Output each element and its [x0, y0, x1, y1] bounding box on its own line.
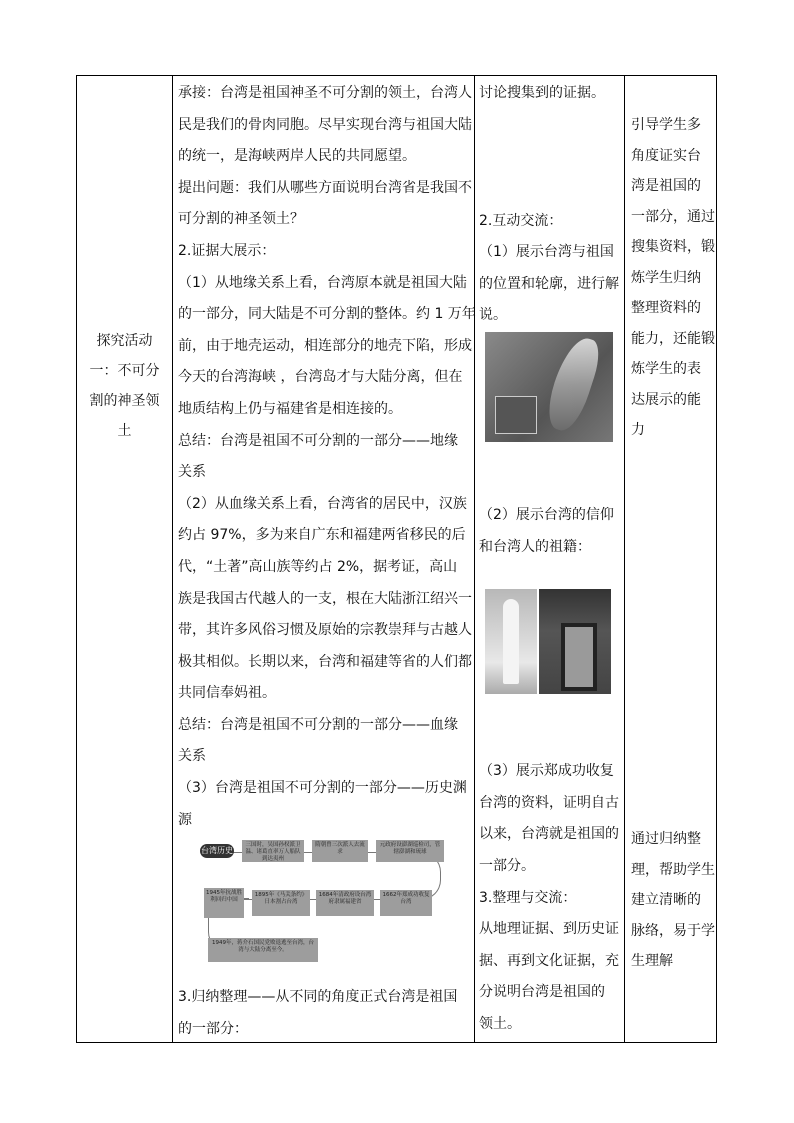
text-line: 说。 — [479, 307, 507, 324]
activity-name-line: 一：不可分 — [89, 363, 160, 379]
text-line: 一部分。 — [479, 857, 535, 874]
text-line: 提出问题：我们从哪些方面说明台湾省是我国不 — [178, 179, 472, 196]
text-line: 族是我国古代越人的一支，根在大陆浙江绍兴一 — [178, 590, 472, 607]
text-line: 今天的台湾海峡 ，台湾岛才与大陆分离，但在 — [178, 369, 463, 386]
timeline-event: 1895年《马关条约》日本割占台湾 — [252, 890, 310, 916]
text-line: （1）展示台湾与祖国 — [479, 244, 614, 261]
text-line: 台湾的资料，证明自古 — [479, 794, 619, 811]
timeline-event: 1945年抗战胜利回归中国 — [204, 888, 244, 918]
text-line: 生理解 — [631, 953, 673, 969]
text-line: 整理资料的 — [631, 300, 701, 316]
text-line: （3）台湾是祖国不可分割的一部分——历史渊 — [178, 780, 467, 797]
text-line: 以来，台湾就是祖国的 — [479, 826, 619, 843]
text-line: 民是我们的骨肉同胞。尽早实现台湾与祖国大陆 — [178, 116, 472, 133]
timeline-event: 1684年清政府设台湾府隶属福建省 — [316, 890, 374, 916]
lesson-table — [76, 75, 717, 1043]
text-line: 可分割的神圣领土？ — [178, 211, 304, 228]
activity-name-line: 割的神圣领 — [89, 393, 160, 409]
text-line: 的统一，是海峡两岸人民的共同愿望。 — [178, 148, 416, 165]
timeline-event: 1949年，蒋介石国民党败退逃至台湾，台湾与大陆分离至今。 — [208, 938, 318, 962]
text-line: 领土。 — [479, 1015, 521, 1032]
text-line: 2.互动交流： — [479, 212, 563, 229]
text-line: 的位置和轮廓，进行解 — [479, 275, 619, 292]
text-line: （2）展示台湾的信仰 — [479, 506, 614, 523]
text-line: 分说明台湾是祖国的 — [479, 984, 605, 1001]
text-line: 和台湾人的祖籍： — [479, 538, 591, 555]
text-line: 带，其许多风俗习惯及原始的宗教崇拜与古越人 — [178, 622, 472, 639]
teacher-activity-cell — [174, 76, 482, 1045]
text-line: 能力，还能锻 — [631, 330, 715, 347]
activity-name-line: 土 — [117, 423, 132, 439]
design-intent-top — [627, 110, 723, 446]
text-line: 3.归纳整理——从不同的角度正式台湾是祖国 — [178, 989, 458, 1006]
text-line: 代，“土著”高山族等约占 2%，据考证，高山 — [178, 558, 458, 575]
mazu-statue-photo — [485, 589, 537, 694]
text-line: 约占 97%，多为来自广东和福建两省移民的后 — [178, 527, 466, 544]
timeline-title: 台湾历史 — [200, 844, 234, 858]
column-divider — [172, 76, 173, 1042]
activity-name-cell — [77, 326, 172, 446]
text-line: 源 — [178, 811, 192, 828]
text-line: 理，帮助学生 — [631, 861, 715, 878]
temple-gate-photo — [539, 589, 611, 694]
text-line: （3）展示郑成功收复 — [479, 763, 614, 780]
text-line: 2.证据大展示： — [178, 242, 276, 259]
text-line: 建立清晰的 — [631, 892, 701, 908]
timeline-event: 1662年郑成功收复台湾 — [380, 890, 432, 916]
belief-photos — [485, 589, 625, 694]
text-line: 炼学生的表 — [631, 361, 701, 377]
text-line: 总结：台湾是祖国不可分割的一部分——地缘 — [178, 432, 458, 449]
design-intent-bottom — [627, 824, 723, 977]
text-line: 3.整理与交流： — [479, 889, 577, 906]
text-line: 湾是祖国的 — [631, 178, 701, 194]
text-line: 总结：台湾是祖国不可分割的一部分——血缘 — [178, 716, 458, 733]
text-line: 地质结构上仍与福建省是相连接的。 — [178, 400, 402, 417]
text-line: 据、再到文化证据，充 — [479, 952, 619, 969]
text-line: 的一部分： — [178, 1020, 248, 1037]
text-line: 讨论搜集到的证据。 — [479, 85, 605, 101]
text-line: 炼学生归纳 — [631, 269, 701, 286]
student-activity-cell — [476, 76, 628, 1041]
text-line: 脉络，易于学 — [631, 922, 715, 939]
text-line: 一部分，通过 — [631, 208, 715, 225]
map-inset — [495, 396, 537, 434]
text-line: 角度证实台 — [631, 147, 701, 164]
text-line: 承接：台湾是祖国神圣不可分割的领土，台湾人 — [178, 85, 472, 101]
text-line: 从地理证据、到历史证 — [479, 921, 619, 938]
timeline-event: 元政府设澎湖巡检司，管辖澎湖和琉球 — [376, 840, 444, 862]
text-line: 搜集资料，锻 — [631, 239, 715, 255]
taiwan-map-image — [485, 332, 613, 442]
text-line: （1）从地缘关系上看，台湾原本就是祖国大陆 — [178, 274, 467, 291]
text-line: 极其相似。长期以来，台湾和福建等省的人们都 — [178, 653, 472, 670]
text-line: 引导学生多 — [631, 117, 701, 133]
text-line: 力 — [631, 422, 645, 438]
text-line: 达展示的能 — [631, 391, 701, 408]
timeline-event: 隋朝曾三次派人去流求 — [312, 840, 368, 862]
text-line: 的一部分，同大陆是不可分割的整体。约 1 万年 — [178, 306, 476, 323]
activity-name-line: 探究活动 — [96, 333, 153, 349]
timeline-event: 三国时，吴国孙权派卫温、诸葛直率万人船队到达夷州 — [242, 840, 304, 862]
text-line: 关系 — [178, 748, 206, 765]
taiwan-island-shape — [541, 333, 605, 435]
text-line: 通过归纳整 — [631, 831, 701, 847]
text-line: （2）从血缘关系上看，台湾省的居民中，汉族 — [178, 495, 467, 512]
text-line: 关系 — [178, 464, 206, 481]
text-line: 前，由于地壳运动，相连部分的地壳下陷，形成 — [178, 337, 472, 354]
text-line: 共同信奉妈祖。 — [178, 685, 276, 702]
history-timeline-image — [200, 840, 462, 980]
